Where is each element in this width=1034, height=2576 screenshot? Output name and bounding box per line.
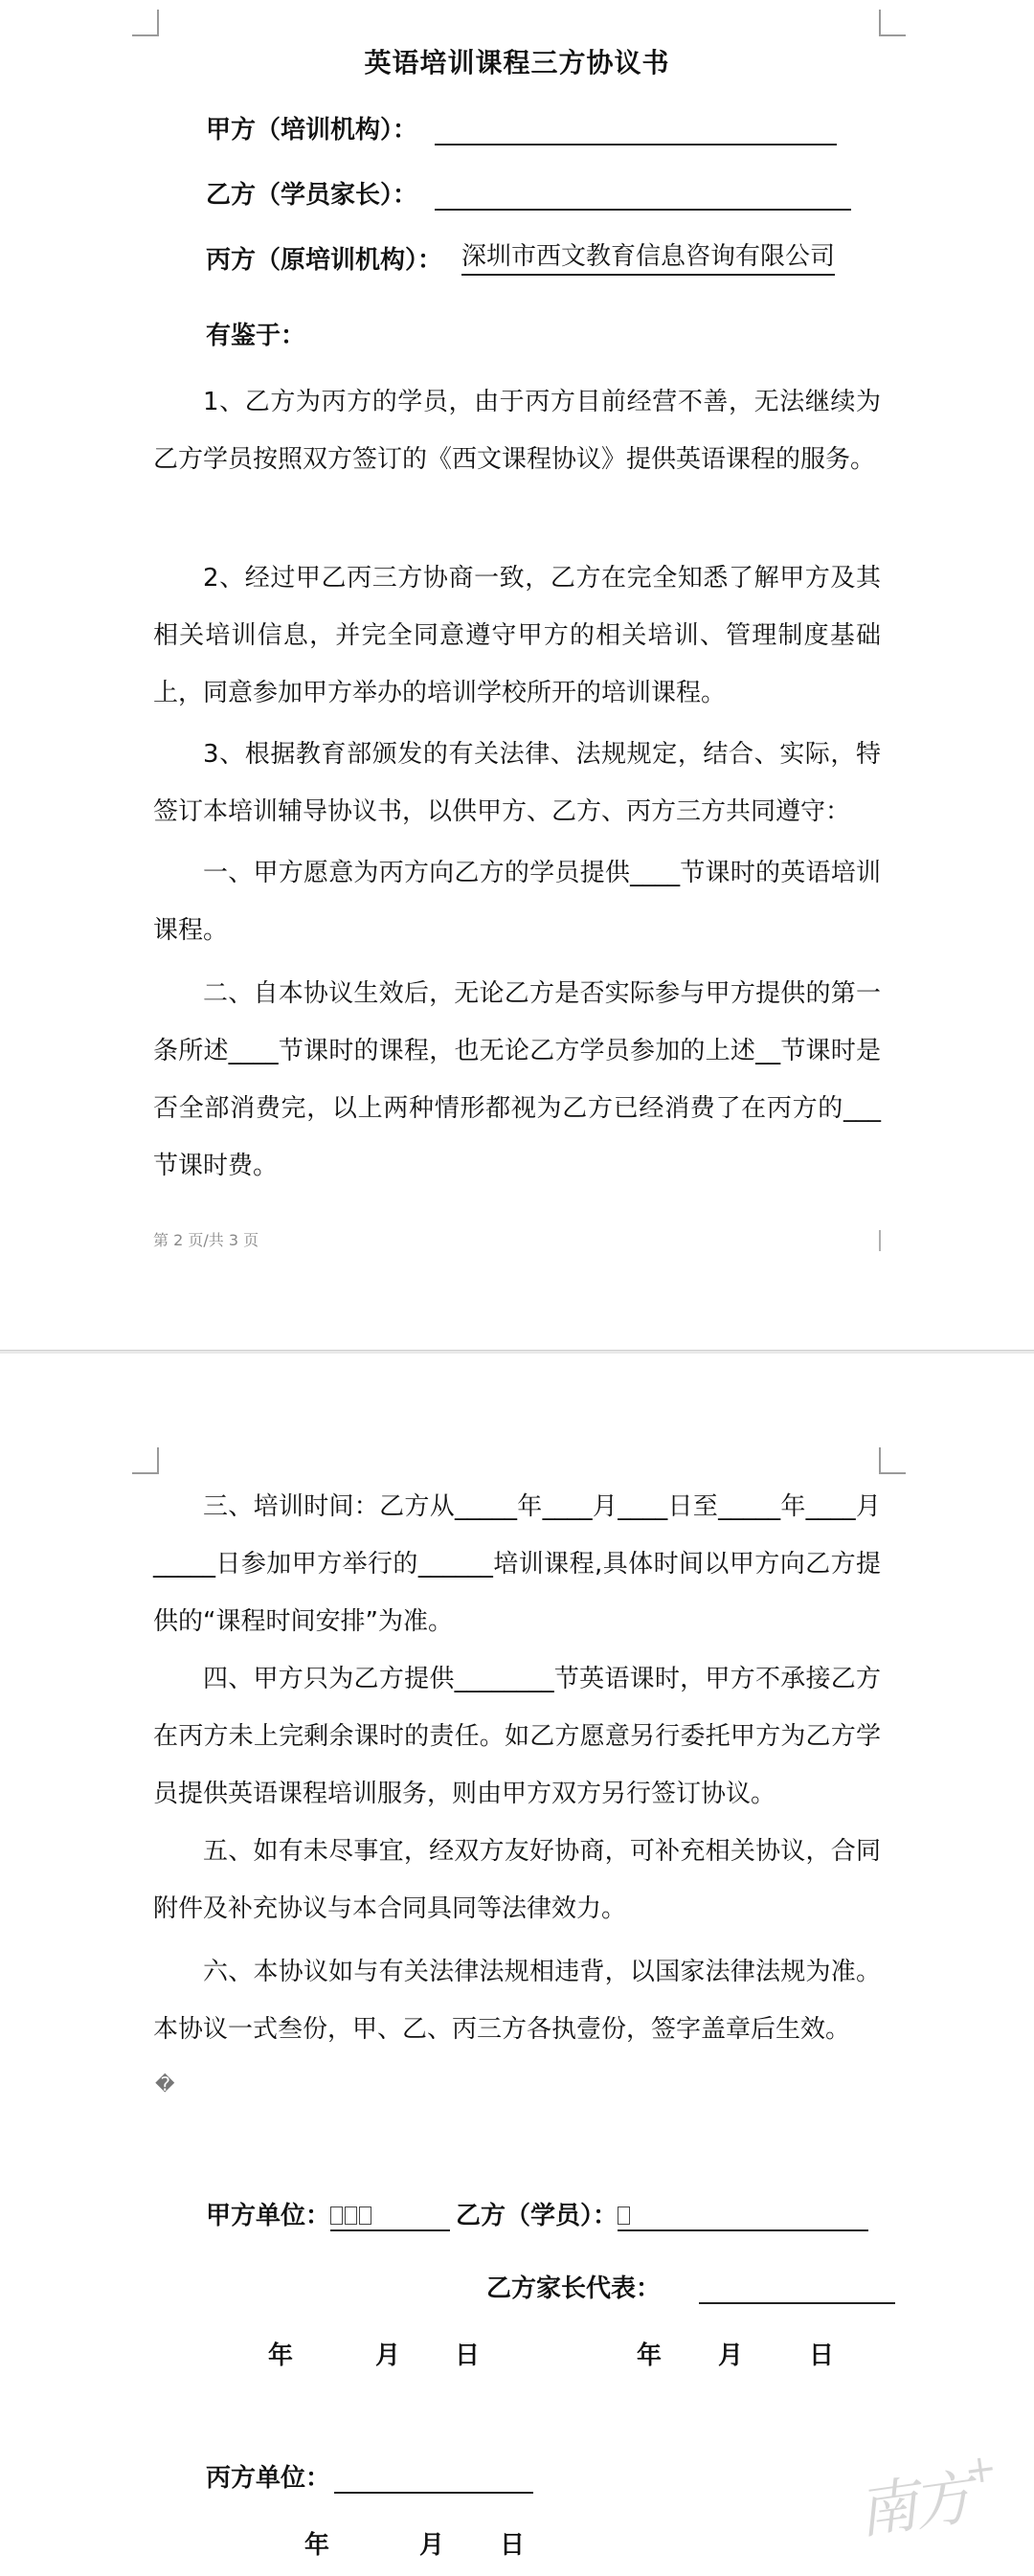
marker-glyph: �	[155, 2072, 175, 2095]
paragraph: 一、甲方愿意为丙方向乙方的学员提供____节课时的英语培训课程。	[153, 859, 881, 945]
party-a-label: 甲方（培训机构）：	[206, 116, 418, 145]
page-number-footer: 第 2 页/共 3 页	[153, 1231, 259, 1249]
date-row-1	[268, 2336, 834, 2371]
party-b-row	[206, 172, 851, 211]
party-a-row	[206, 107, 837, 146]
signature-row-parent	[486, 2269, 895, 2304]
paragraph: 五、如有未尽事宜，经双方友好协商，可补充相关协议，合同附件及补充协议与本合同具同等法律效力。	[153, 1837, 881, 1923]
page-corner-mark	[879, 10, 906, 36]
party-a-blank	[435, 111, 837, 146]
watermark-text: 南方	[853, 2462, 974, 2547]
page-corner-mark	[132, 1447, 159, 1474]
date-row-2	[304, 2525, 525, 2561]
page-footer-mark	[879, 1230, 881, 1251]
document-title: 英语培训课程三方协议书	[364, 47, 670, 78]
party-c-unit-label: 丙方单位：	[206, 2464, 331, 2493]
paragraph: 六、本协议如与有关法律法规相违背，以国家法律法规为准。本协议一式叁份，甲、乙、丙三方各执壹份，签字盖章后生效。	[153, 1958, 881, 2044]
page-corner-mark	[879, 1447, 906, 1474]
document-page-2	[0, 1354, 1034, 2576]
party-a-unit-blank	[330, 2201, 450, 2231]
signature-row-c	[206, 2458, 533, 2494]
party-b-blank	[435, 176, 851, 211]
party-a-unit-label: 甲方单位：	[206, 2202, 331, 2230]
party-b-label: 乙方（学员家长）：	[206, 181, 418, 210]
month-label: 月	[718, 2341, 744, 2370]
party-b-parent-label: 乙方家长代表：	[486, 2274, 662, 2303]
month-label: 月	[375, 2341, 401, 2370]
paragraph: 2、经过甲乙丙三方协商一致，乙方在完全知悉了解甲方及其相关培训信息，并完全同意遵守甲方的相关培训、管理制度基础上，同意参加甲方举办的培训学校所开的培训课程。	[153, 564, 881, 707]
party-c-row	[206, 237, 835, 276]
party-b-parent-blank	[699, 2274, 895, 2304]
party-b-student-label: 乙方（学员）：	[456, 2202, 618, 2230]
signature-row-a-b	[206, 2196, 868, 2231]
year-label: 年	[268, 2341, 294, 2370]
year-label: 年	[637, 2341, 663, 2370]
day-label: 日	[809, 2341, 835, 2370]
month-label: 月	[419, 2531, 445, 2560]
party-c-label: 丙方（原培训机构）：	[206, 246, 443, 275]
day-label: 日	[500, 2531, 526, 2560]
party-b-student-blank	[618, 2201, 868, 2231]
party-c-unit-blank	[334, 2463, 533, 2494]
paragraph: 四、甲方只为乙方提供________节英语课时，甲方不承接乙方在丙方未上完剩余课时的责任。如乙方愿意另行委托甲方为乙方学员提供英语课程培训服务，则由甲方双方另行签订协议。	[153, 1665, 881, 1808]
party-c-value: 深圳市西文教育信息咨询有限公司	[461, 236, 835, 276]
year-label: 年	[304, 2531, 330, 2560]
paragraph: 二、自本协议生效后，无论乙方是否实际参与甲方提供的第一条所述____节课时的课程，也无论乙方学员参加的上述__节课时是否全部消费完，以上两种情形都视为乙方已经消费了在丙方的___节课时费。	[153, 979, 881, 1180]
paragraph: 3、根据教育部颁发的有关法律、法规规定，结合、实际，特签订本培训辅导协议书，以供甲方、乙方、丙方三方共同遵守：	[153, 740, 881, 826]
paragraph: 1、乙方为丙方的学员，由于丙方目前经营不善，无法继续为乙方学员按照双方签订的《西文课程协议》提供英语课程的服务。	[153, 388, 881, 474]
day-label: 日	[455, 2341, 481, 2370]
watermark-plus: +	[961, 2446, 997, 2494]
whereas-heading: 有鉴于：	[206, 322, 306, 350]
page-corner-mark	[132, 10, 159, 36]
paragraph: 三、培训时间：乙方从_____年____月____日至_____年____月_____日参加甲方举行的______培训课程,具体时间以甲方向乙方提供的“课程时间安排”为准。	[153, 1492, 881, 1636]
